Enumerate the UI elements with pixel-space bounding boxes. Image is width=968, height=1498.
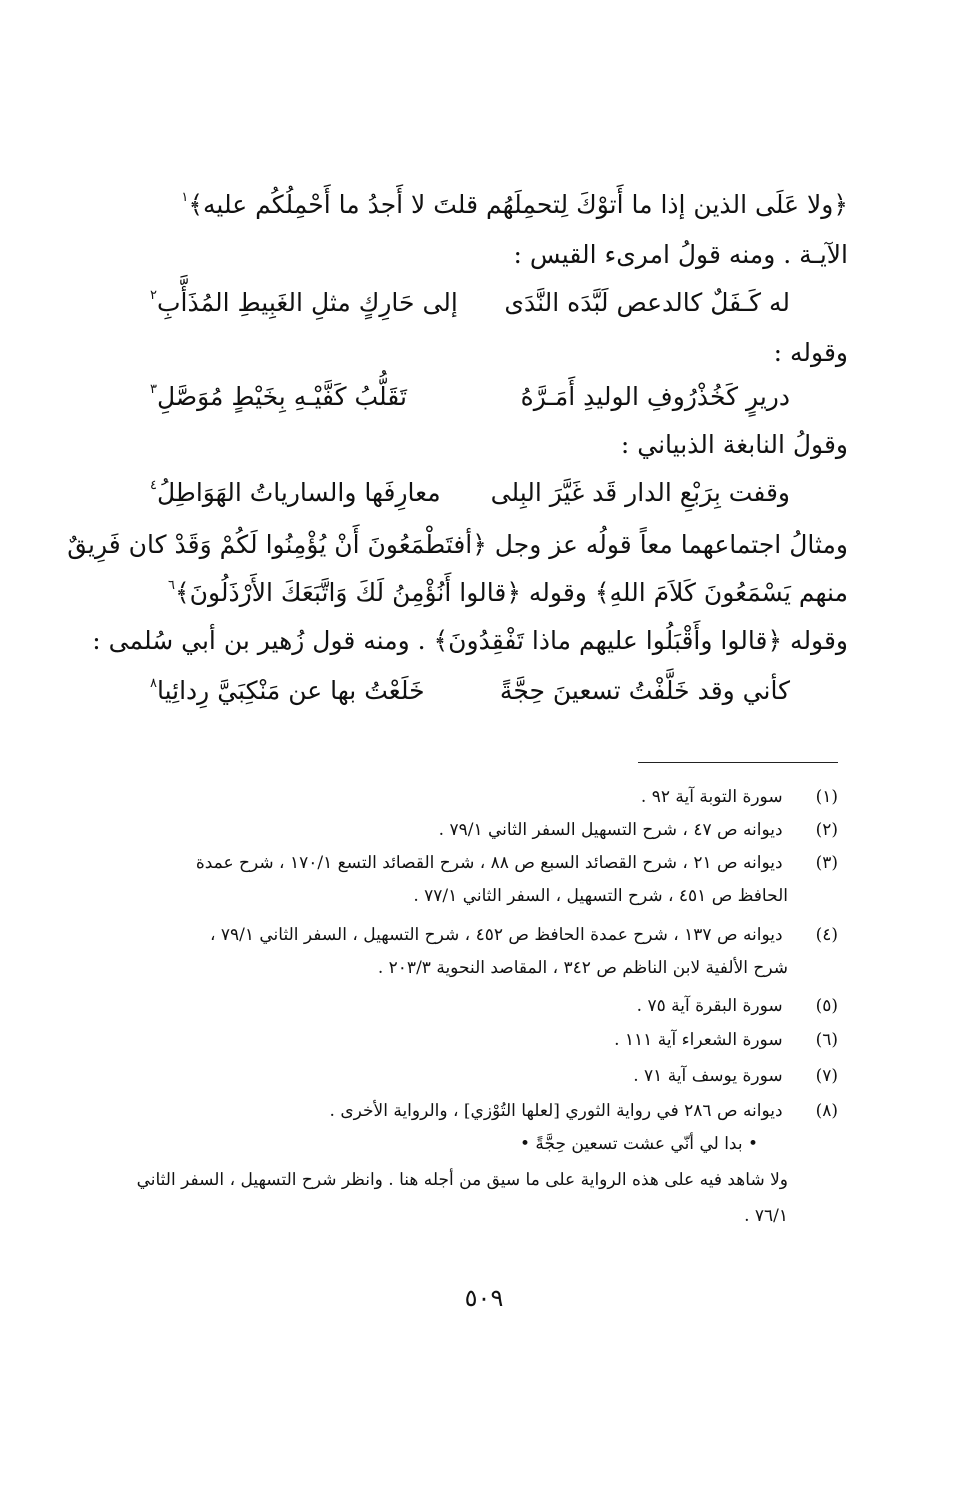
intro-imru-alqais: الآيـة . ومنه قولُ امرىء القيس : (513, 240, 848, 269)
text-line-2 (128, 240, 848, 269)
footnote-number: (١) (815, 787, 838, 807)
footnote-8-tail-line-2: ٧٦/١ . (744, 1206, 788, 1226)
example-combined: ومثالُ اجتماعهما معاً قولُه عز وجل ﴿أفتَطْمَعُونَ أَنْ يُؤْمِنُوا لَكُمْ وَقَدْ كان فَرِيقٌ (67, 530, 848, 559)
footnote-text: ديوانه ص ٢١ ، شرح القصائد السبع ص ٨٨ ، شرح القصائد التسع ١٧٠/١ ، شرح عمدة (195, 853, 783, 873)
footnote-number: (٨) (815, 1101, 838, 1121)
footnote-8-tail-line-1: ولا شاهد فيه على هذه الرواية على ما سيق من أجله هنا . وانظر شرح التسهيل ، السفر الثاني (136, 1170, 788, 1190)
footnote-ref: ٨ (150, 676, 157, 691)
footnote-text: ديوانه ص ٢٨٦ في رواية الثوري [لعلها التُوْزي] ، والرواية الأخرى . (329, 1101, 783, 1121)
verse-3-first-hemistich: وقفت بِرَبْعِ الدار قَد غَيَّرَ البِلى (490, 478, 790, 507)
footnote-number: (٤) (815, 925, 838, 945)
intro-nabigha: وقولُ النابغة الذبياني : (620, 430, 848, 459)
footnote-text: سورة يوسف آية ٧١ . (633, 1066, 783, 1086)
footnote-text: ديوانه ص ١٣٧ ، شرح عمدة الحافظ ص ٤٥٢ ، شرح التسهيل ، السفر الثاني ٧٩/١ ، (209, 925, 783, 945)
footnote-2 (138, 820, 838, 840)
footnote-ref: ٦ (167, 578, 175, 593)
text-line-3 (128, 338, 848, 367)
intro-zuhair: وقوله ﴿قالوا وأَقْبَلُوا عليهم ماذا تَفْقِدُونَ﴾ . ومنه قول زُهير بن أبي سُلمى : (92, 626, 848, 655)
footnote-1 (138, 787, 838, 807)
footnote-3 (138, 853, 838, 873)
quran-quote-tawba: ﴿ولا عَلَى الذين إذا ما أَتوْكَ لِتحمِلَهُم قلتَ لا أَجدُ ما أَحْمِلُكُم عليه﴾ (188, 190, 848, 219)
footnote-number: (٦) (815, 1030, 838, 1050)
footnote-ref: ٣ (150, 382, 157, 397)
footnote-ref: ٤ (150, 478, 157, 493)
verse-2-first-hemistich: دريرٍ كَخُذْرُوفِ الوليدِ أَمَـرَّهُ (520, 382, 790, 411)
verse-4-first-hemistich: كأني وقد خَلَّفْتُ تسعينَ حِجَّةً (499, 676, 790, 705)
text-line-5 (67, 530, 848, 559)
footnote-separator (638, 762, 838, 763)
text-line-7 (92, 626, 848, 655)
footnote-number: (٧) (815, 1066, 838, 1086)
intro-qawluhu: وقوله : (773, 338, 848, 367)
footnote-text: سورة الشعراء آية ١١١ . (614, 1030, 783, 1050)
page-number: ٥٠٩ (464, 1284, 504, 1312)
verse-1-second-hemistich: إلى حَارِكٍ مثلِ الغَبِيطِ المُذَأَّبِ$^٢$ (150, 288, 458, 317)
footnote-number: (٢) (815, 820, 838, 840)
footnote-4-continued: شرح الألفية لابن الناظم ص ٣٤٢ ، المقاصد النحوية ٢٠٣/٣ . (377, 958, 788, 978)
footnote-ref: ٢ (150, 288, 157, 303)
text-line-1 (128, 190, 848, 219)
footnote-5 (138, 996, 838, 1016)
verse-4-second-hemistich: خَلَعْتُ بها عن مَنْكِبَيَّ رِدائِيا$^٨$ (150, 676, 425, 705)
verse-3-second-hemistich: معارِفَها والسارياتُ الهَوَاطِلُ$^٤$ (150, 478, 441, 507)
footnote-7 (138, 1066, 838, 1086)
footnote-4 (138, 925, 838, 945)
footnote-6 (138, 1030, 838, 1050)
footnote-text: سورة البقرة آية ٧٥ . (636, 996, 783, 1016)
quran-quotes: منهم يَسْمَعُونَ كَلاَمَ اللهِ﴾ وقوله ﴿قالوا أَنُؤْمِنُ لَكَ وَاتَّبَعَكَ الأَرْذَلُونَ﴾ (174, 578, 848, 607)
verse-2-second-hemistich: تَقَلُّبُ كَفَّيْـهِ بِخَيْطٍ مُوَصَّلِ$^٣$ (150, 382, 407, 411)
footnote-text: ديوانه ص ٤٧ ، شرح التسهيل السفر الثاني ٧٩/١ . (438, 820, 783, 840)
footnote-3-continued: الحافظ ص ٤٥١ ، شرح التسهيل ، السفر الثاني ٧٧/١ . (413, 886, 788, 906)
footnote-8-hemistich: • بدا لي أنّي عشت تسعين حِجَّةً • (520, 1134, 758, 1154)
footnote-number: (٣) (815, 853, 838, 873)
text-line-4 (128, 430, 848, 459)
footnote-ref: ١ (181, 190, 189, 205)
text-line-6 (128, 578, 848, 607)
verse-1-first-hemistich: له كَـفَلٌ كالدعص لَبَّدَه النَّدَى (504, 288, 790, 317)
footnote-number: (٥) (815, 996, 838, 1016)
footnote-8 (138, 1101, 838, 1121)
footnote-text: سورة التوبة آية ٩٢ . (640, 787, 783, 807)
